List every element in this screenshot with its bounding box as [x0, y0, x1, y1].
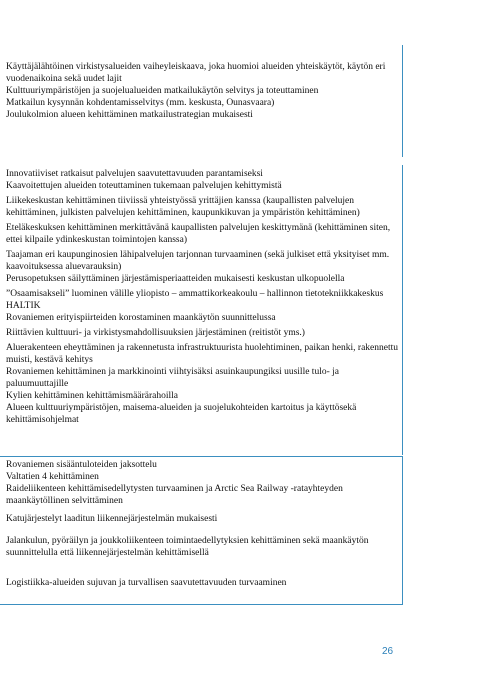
section3-text-3 — [6, 535, 400, 559]
section1-line: Joulukolmion alueen kehittäminen matkailustrategian mukaisesti — [6, 110, 253, 120]
section2-line: Innovatiiviset ratkaisut palvelujen saavutettavuuden parantamiseksi — [6, 169, 263, 179]
section1-text — [6, 61, 400, 121]
section1-line: Käyttäjälähtöinen virkistysalueiden vaiheyleiskaava, joka huomioi alueiden yhteiskäytöt, käytön eri vuodenaikoina sekä uudet lajit — [6, 62, 386, 84]
section-divider-2 — [0, 604, 403, 605]
section3-text-2 — [6, 513, 400, 525]
section3-line: Raideliikenteen kehittämisedellytysten turvaaminen ja Arctic Sea Railway -ratayhteyden maankäytöllinen selvittäminen — [6, 484, 343, 506]
section2-line: Rovaniemen erityispiirteiden korostaminen maankäytön suunnittelussa — [6, 313, 276, 323]
section2-line: Rovaniemen kehittäminen ja markkinointi viihtyisäksi asuinkaupungiksi uusille tulo- ja paluumuuttajille — [6, 367, 339, 389]
section2-line: Liikekeskustan kehittäminen tiiviissä yhteistyössä yrittäjien kanssa (kaupallisten palvelujen kehittäminen, julkisten palvelujen kehittäminen, kaupunkikuvan ja ympäristön kehittäminen) — [6, 196, 360, 218]
section2-line: Eteläkeskuksen kehittäminen merkittävänä kaupallisten palvelujen keskittymänä (kehittäminen siten, ettei kilpaile ydinkeskustan toimintojen kanssa) — [6, 223, 391, 245]
section3-line: Rovaniemen sisääntuloteiden jaksottelu — [6, 460, 157, 470]
section3-text-4 — [6, 577, 400, 589]
section1-right-border — [402, 45, 403, 157]
section2-line: Riittävien kulttuuri- ja virkistysmahdollisuuksien järjestäminen (reitistöt yms.) — [6, 328, 305, 338]
section-divider-1 — [0, 456, 403, 457]
section1-line: Kulttuuriympäristöjen ja suojelualueiden matkailukäytön selvitys ja toteuttaminen — [6, 86, 319, 96]
section2-right-border — [402, 165, 403, 455]
section2-line: Alueen kulttuuriympäristöjen, maisema-alueiden ja suojelukohteiden kartoitus ja käyttösekä kehittämisohjelmat — [6, 403, 357, 425]
section2-line: Taajaman eri kaupunginosien lähipalvelujen tarjonnan turvaaminen (sekä julkiset että yksityiset mm. kaavoituksessa aluevarauksin) — [6, 250, 390, 272]
section3-line: Valtatien 4 kehittäminen — [6, 472, 99, 482]
section2-line: Perusopetuksen säilyttäminen järjestämisperiaatteiden mukaisesti keskustan ulkopuolella — [6, 274, 345, 284]
section3-text — [6, 459, 400, 507]
section1-line: Matkailun kysynnän kohdentamisselvitys (mm. keskusta, Ounasvaara) — [6, 98, 275, 108]
section2-line: ”Osaamisakseli” luominen välille yliopisto – ammattikorkeakoulu – hallinnon tietotekniikkakeskus HALTIK — [6, 289, 384, 311]
section3-line: Katujärjestelyt laaditun liikennejärjestelmän mukaisesti — [6, 514, 218, 524]
section2-line: Kylien kehittäminen kehittämismäärärahoilla — [6, 391, 178, 401]
section2-text — [6, 168, 400, 426]
section2-line: Kaavoitettujen alueiden toteuttaminen tukemaan palvelujen kehittymistä — [6, 181, 282, 191]
section3-line: Logistiikka-alueiden sujuvan ja turvallisen saavutettavuuden turvaaminen — [6, 578, 287, 588]
page-number: 26 — [382, 646, 394, 657]
section3-line: Jalankulun, pyöräilyn ja joukkoliikenteen toimintaedellytyksien kehittäminen sekä maankäytön suunnittelulla että liikennejärjestelmän kehittämisellä — [6, 536, 369, 558]
section3-right-border — [402, 457, 403, 605]
section2-line: Aluerakenteen eheyttäminen ja rakennetusta infrastruktuurista huolehtiminen, paikan henki, rakennettu muisti, kestävä kehitys — [6, 343, 399, 365]
